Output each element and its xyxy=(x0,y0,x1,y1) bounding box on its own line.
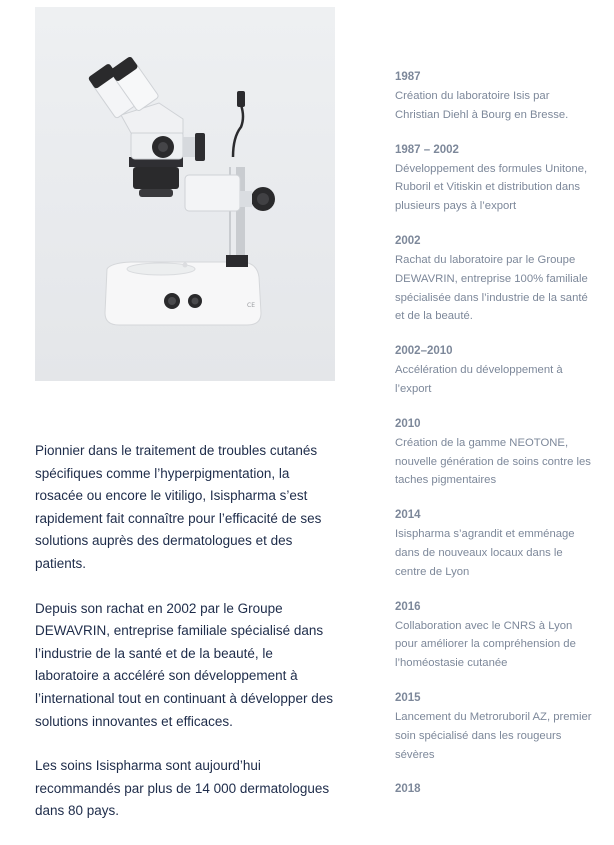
timeline-description: Accélération du développement à l’export xyxy=(395,364,563,395)
intro-paragraph: Les soins Isispharma sont aujourd’hui recommandés par plus de 14 000 dermatologues dans 80 pays. xyxy=(35,758,330,819)
timeline-year: 2002–2010 xyxy=(395,345,453,358)
timeline-description: Création de la gamme NEOTONE, nouvelle génération de soins contre les taches pigmentaires xyxy=(395,436,591,487)
svg-text:CE: CE xyxy=(247,302,255,309)
intro-paragraph: Pionnier dans le traitement de troubles cutanés spécifiques comme l’hyperpigmentation, la rosacée ou encore le vitiligo, Isispharma s’est rapidement fait connaître pour l’efficacité de ses solutions auprès des dermatologues et des patients. xyxy=(35,443,322,571)
timeline-item xyxy=(395,142,595,216)
timeline-description: Développement des formules Unitone, Ruboril et Vitiskin et distribution dans plusieurs pays à l’export xyxy=(395,162,588,213)
timeline-year: 1987 – 2002 xyxy=(395,143,459,156)
history-timeline xyxy=(395,69,595,814)
timeline-description: Isispharma s’agrandit et emménage dans de nouveaux locaux dans le centre de Lyon xyxy=(395,528,575,578)
timeline-year: 2016 xyxy=(395,600,421,613)
microscope-illustration xyxy=(35,7,335,381)
timeline-year: 2015 xyxy=(395,691,421,704)
timeline-item xyxy=(395,343,595,399)
timeline-description: Rachat du laboratoire par le Groupe DEWAVRIN, entreprise 100% familiale spécialisée dans l’industrie de la santé et de la beauté. xyxy=(395,253,588,323)
timeline-year: 2002 xyxy=(395,234,421,247)
timeline-item xyxy=(395,690,595,764)
timeline-item xyxy=(395,507,595,581)
timeline-description: Lancement du Metroruboril AZ, premier soin spécialisé dans les rougeurs sévères xyxy=(395,710,592,761)
timeline-year: 2010 xyxy=(395,417,421,430)
timeline-year: 2018 xyxy=(395,783,421,796)
timeline-item xyxy=(395,233,595,326)
timeline-description: Création du laboratoire Isis par Christian Diehl à Bourg en Bresse. xyxy=(395,90,569,121)
timeline-item xyxy=(395,781,595,797)
intro-text-block xyxy=(35,440,340,845)
microscope-photo xyxy=(35,7,335,381)
timeline-description: Collaboration avec le CNRS à Lyon pour améliorer la compréhension de l’homéostasie cutanée xyxy=(395,619,576,670)
timeline-item xyxy=(395,69,595,125)
timeline-year: 1987 xyxy=(395,71,421,83)
timeline-year: 2014 xyxy=(395,509,421,522)
timeline-item xyxy=(395,416,595,490)
timeline-item xyxy=(395,599,595,673)
intro-paragraph: Depuis son rachat en 2002 par le Groupe DEWAVRIN, entreprise familiale spécialisé dans l’industrie de la santé et de la beauté, le laboratoire a accéléré son développement à l’international tout en continuant à développer des solutions innovantes et efficaces. xyxy=(35,600,333,729)
